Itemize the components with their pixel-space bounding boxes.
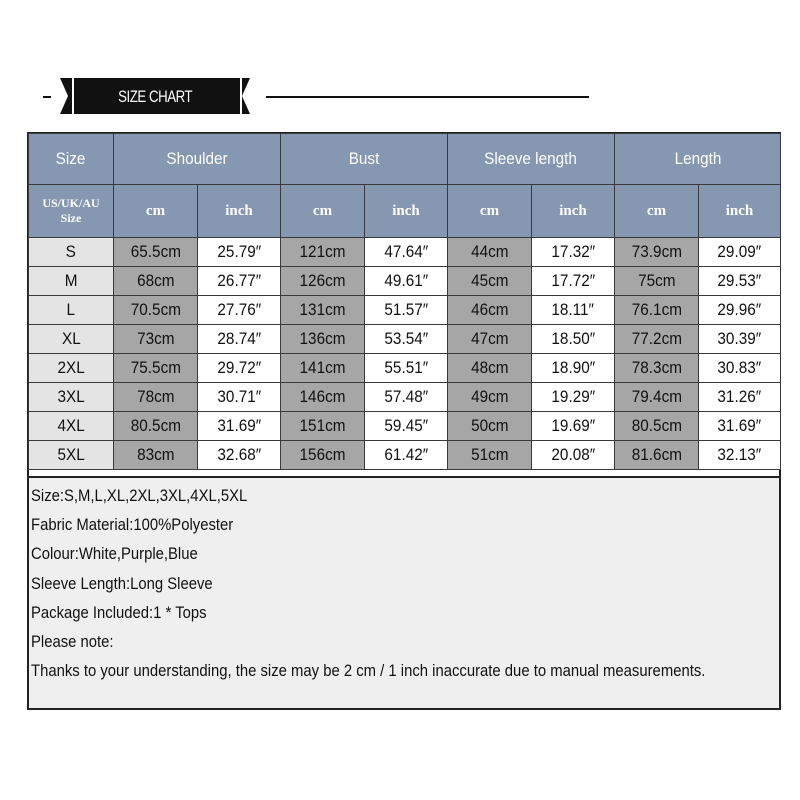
header-row-units xyxy=(29,185,781,238)
size-table xyxy=(28,133,781,470)
bust-inch-cell: 49.61″ xyxy=(365,267,448,296)
sleeve-cm-cell: 48cm xyxy=(448,354,532,383)
bust-inch-cell: 57.48″ xyxy=(365,383,448,412)
table-row xyxy=(29,267,781,296)
length-cm-cell: 76.1cm xyxy=(615,296,699,325)
length-inch-cell: 29.53″ xyxy=(699,267,781,296)
shoulder-cm-cell: 75.5cm xyxy=(114,354,198,383)
header-region-size: US/UK/AU Size xyxy=(29,185,114,238)
size-chart-banner xyxy=(0,0,800,130)
banner-title: SIZE CHART xyxy=(118,87,193,106)
shoulder-inch-cell: 32.68″ xyxy=(198,441,281,470)
table-row xyxy=(29,441,781,470)
bust-cm-cell: 136cm xyxy=(281,325,365,354)
header-bust: Bust xyxy=(281,134,448,185)
sleeve-inch-cell: 18.90″ xyxy=(532,354,615,383)
length-cm-cell: 75cm xyxy=(615,267,699,296)
shoulder-cm-cell: 80.5cm xyxy=(114,412,198,441)
shoulder-inch-cell: 26.77″ xyxy=(198,267,281,296)
length-cm-cell: 77.2cm xyxy=(615,325,699,354)
sleeve-cm-cell: 49cm xyxy=(448,383,532,412)
header-shoulder: Shoulder xyxy=(114,134,281,185)
bust-inch-cell: 61.42″ xyxy=(365,441,448,470)
product-notes xyxy=(29,476,779,708)
shoulder-cm-cell: 68cm xyxy=(114,267,198,296)
bust-inch-cell: 47.64″ xyxy=(365,238,448,267)
length-inch-cell: 31.69″ xyxy=(699,412,781,441)
shoulder-cm-cell: 65.5cm xyxy=(114,238,198,267)
length-inch-cell: 29.96″ xyxy=(699,296,781,325)
header-unit-inch: inch xyxy=(699,185,781,238)
sleeve-inch-cell: 20.08″ xyxy=(532,441,615,470)
header-row-groups xyxy=(29,134,781,185)
shoulder-inch-cell: 27.76″ xyxy=(198,296,281,325)
length-inch-cell: 31.26″ xyxy=(699,383,781,412)
bust-cm-cell: 156cm xyxy=(281,441,365,470)
shoulder-inch-cell: 28.74″ xyxy=(198,325,281,354)
length-cm-cell: 78.3cm xyxy=(615,354,699,383)
table-row xyxy=(29,325,781,354)
bust-inch-cell: 55.51″ xyxy=(365,354,448,383)
note-sizes: Size:S,M,L,XL,2XL,3XL,4XL,5XL xyxy=(31,487,248,505)
sleeve-cm-cell: 51cm xyxy=(448,441,532,470)
bust-cm-cell: 131cm xyxy=(281,296,365,325)
bust-cm-cell: 141cm xyxy=(281,354,365,383)
header-unit-cm: cm xyxy=(114,185,198,238)
header-unit-inch: inch xyxy=(365,185,448,238)
shoulder-cm-cell: 73cm xyxy=(114,325,198,354)
table-row xyxy=(29,412,781,441)
size-cell: XL xyxy=(29,325,114,354)
banner-left-dash xyxy=(43,96,51,98)
sleeve-inch-cell: 17.72″ xyxy=(532,267,615,296)
header-size: Size xyxy=(29,134,114,185)
sleeve-inch-cell: 18.50″ xyxy=(532,325,615,354)
bust-inch-cell: 59.45″ xyxy=(365,412,448,441)
note-disclaimer: Thanks to your understanding, the size may be 2 cm / 1 inch inaccurate due to manual measurements. xyxy=(31,662,706,681)
bust-cm-cell: 126cm xyxy=(281,267,365,296)
sleeve-inch-cell: 18.11″ xyxy=(532,296,615,325)
size-cell: 2XL xyxy=(29,354,114,383)
size-table-body xyxy=(29,238,781,470)
note-package: Package Included:1 * Tops xyxy=(31,603,207,622)
note-colour: Colour:White,Purple,Blue xyxy=(31,545,198,564)
bust-cm-cell: 146cm xyxy=(281,383,365,412)
size-chart-sheet xyxy=(27,132,781,710)
bust-inch-cell: 53.54″ xyxy=(365,325,448,354)
sleeve-cm-cell: 44cm xyxy=(448,238,532,267)
size-cell: 4XL xyxy=(29,412,114,441)
header-unit-inch: inch xyxy=(198,185,281,238)
length-cm-cell: 79.4cm xyxy=(615,383,699,412)
header-unit-cm: cm xyxy=(448,185,532,238)
sleeve-inch-cell: 17.32″ xyxy=(532,238,615,267)
shoulder-inch-cell: 31.69″ xyxy=(198,412,281,441)
length-cm-cell: 81.6cm xyxy=(615,441,699,470)
size-cell: 5XL xyxy=(29,441,114,470)
note-sleeve: Sleeve Length:Long Sleeve xyxy=(31,574,213,593)
bust-cm-cell: 121cm xyxy=(281,238,365,267)
header-unit-inch: inch xyxy=(532,185,615,238)
length-cm-cell: 73.9cm xyxy=(615,238,699,267)
table-row xyxy=(29,383,781,412)
size-cell: 3XL xyxy=(29,383,114,412)
sleeve-inch-cell: 19.69″ xyxy=(532,412,615,441)
shoulder-cm-cell: 83cm xyxy=(114,441,198,470)
length-inch-cell: 32.13″ xyxy=(699,441,781,470)
bust-cm-cell: 151cm xyxy=(281,412,365,441)
shoulder-inch-cell: 29.72″ xyxy=(198,354,281,383)
note-please-note: Please note: xyxy=(31,632,114,651)
note-fabric: Fabric Material:100%Polyester xyxy=(31,516,234,535)
length-inch-cell: 30.83″ xyxy=(699,354,781,383)
length-cm-cell: 80.5cm xyxy=(615,412,699,441)
shoulder-cm-cell: 70.5cm xyxy=(114,296,198,325)
size-cell: L xyxy=(29,296,114,325)
length-inch-cell: 29.09″ xyxy=(699,238,781,267)
sleeve-cm-cell: 45cm xyxy=(448,267,532,296)
sleeve-cm-cell: 46cm xyxy=(448,296,532,325)
table-row xyxy=(29,354,781,383)
header-length: Length xyxy=(615,134,781,185)
size-cell: M xyxy=(29,267,114,296)
header-unit-cm: cm xyxy=(615,185,699,238)
length-inch-cell: 30.39″ xyxy=(699,325,781,354)
shoulder-inch-cell: 30.71″ xyxy=(198,383,281,412)
banner-rule xyxy=(266,96,589,98)
table-row xyxy=(29,296,781,325)
shoulder-cm-cell: 78cm xyxy=(114,383,198,412)
bust-inch-cell: 51.57″ xyxy=(365,296,448,325)
header-unit-cm: cm xyxy=(281,185,365,238)
size-cell: S xyxy=(29,238,114,267)
sleeve-cm-cell: 47cm xyxy=(448,325,532,354)
table-row xyxy=(29,238,781,267)
sleeve-cm-cell: 50cm xyxy=(448,412,532,441)
shoulder-inch-cell: 25.79″ xyxy=(198,238,281,267)
header-sleeve-length: Sleeve length xyxy=(448,134,615,185)
sleeve-inch-cell: 19.29″ xyxy=(532,383,615,412)
